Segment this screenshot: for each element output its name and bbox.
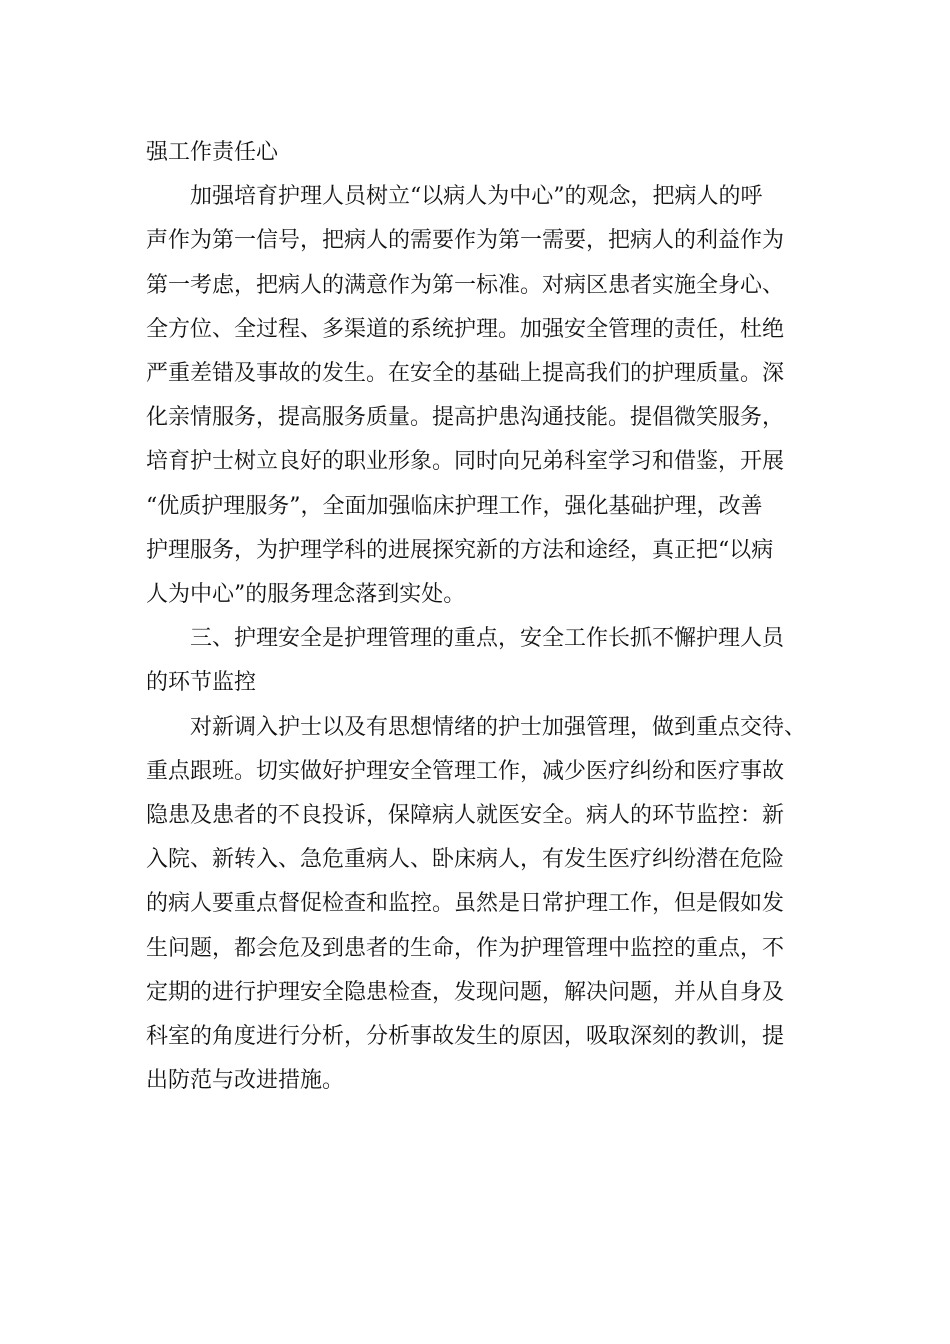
paragraph-safety-monitoring bbox=[146, 706, 812, 1104]
text-line: “优质护理服务”，全面加强临床护理工作，强化基础护理，改善 bbox=[146, 493, 763, 519]
text-line: 入院、新转入、急危重病人、卧床病人，有发生医疗纠纷潜在危险 bbox=[146, 847, 785, 873]
text-line: 定期的进行护理安全隐患检查，发现问题，解决问题，并从自身及 bbox=[146, 979, 785, 1005]
text-line: 人为中心”的服务理念落到实处。 bbox=[146, 582, 466, 608]
text-line: 化亲情服务，提高服务质量。提高护患沟通技能。提倡微笑服务， bbox=[146, 405, 785, 431]
paragraph-patient-centered bbox=[146, 175, 812, 617]
text-line: 护理服务，为护理学科的进展探究新的方法和途经，真正把“以病 bbox=[146, 537, 774, 563]
text-line: 三、护理安全是护理管理的重点，安全工作长抓不懈护理人员 bbox=[190, 626, 785, 652]
text-line: 全方位、全过程、多渠道的系统护理。加强安全管理的责任，杜绝 bbox=[146, 316, 785, 342]
text-line: 对新调入护士以及有思想情绪的护士加强管理，做到重点交待、 bbox=[190, 714, 807, 740]
text-line: 科室的角度进行分析，分析事故发生的原因，吸取深刻的教训，提 bbox=[146, 1024, 785, 1050]
paragraph-heading-responsibility bbox=[146, 131, 812, 175]
text-line: 生问题，都会危及到患者的生命，作为护理管理中监控的重点，不 bbox=[146, 935, 785, 961]
text-line: 严重差错及事故的发生。在安全的基础上提高我们的护理质量。深 bbox=[146, 361, 785, 387]
text-line: 加强培育护理人员树立“以病人为中心”的观念，把病人的呼 bbox=[190, 184, 763, 210]
text-line: 强工作责任心 bbox=[146, 140, 279, 165]
document-body bbox=[146, 131, 812, 1103]
text-line: 培育护士树立良好的职业形象。同时向兄弟科室学习和借鉴，开展 bbox=[146, 449, 785, 475]
text-line: 重点跟班。切实做好护理安全管理工作，减少医疗纠纷和医疗事故 bbox=[146, 758, 785, 784]
text-line: 第一考虑，把病人的满意作为第一标准。对病区患者实施全身心、 bbox=[146, 272, 785, 298]
text-line: 声作为第一信号，把病人的需要作为第一需要，把病人的利益作为 bbox=[146, 228, 785, 254]
section-heading-three bbox=[146, 617, 812, 705]
text-line: 的病人要重点督促检查和监控。虽然是日常护理工作，但是假如发 bbox=[146, 891, 785, 917]
text-line: 隐患及患者的不良投诉，保障病人就医安全。病人的环节监控：新 bbox=[146, 803, 785, 829]
text-line: 出防范与改进措施。 bbox=[146, 1068, 345, 1094]
text-line: 的环节监控 bbox=[146, 670, 257, 696]
